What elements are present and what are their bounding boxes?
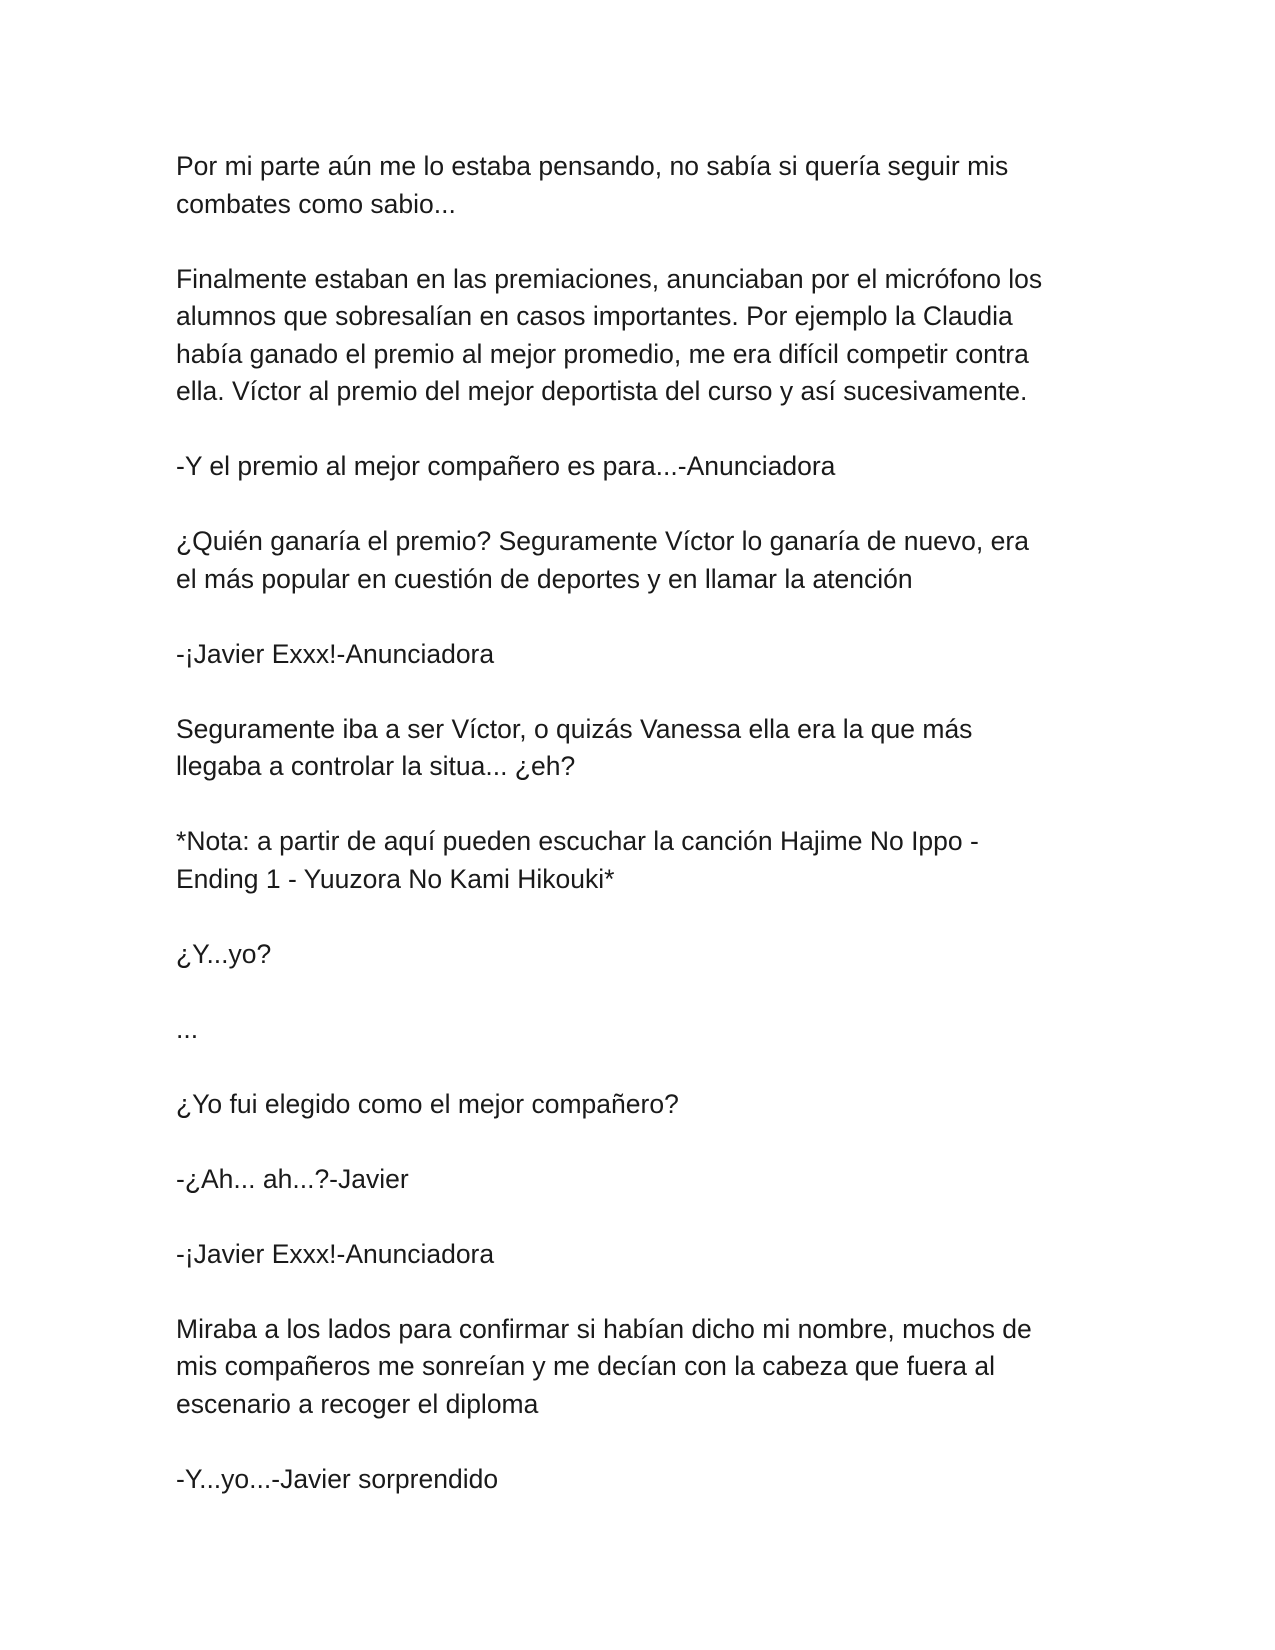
paragraph: ¿Yo fui elegido como el mejor compañero?	[176, 1088, 679, 1119]
dialogue-line: -¡Javier Exxx!-Anunciadora	[176, 1238, 495, 1269]
paragraph: ¿Y...yo?	[176, 938, 272, 969]
dialogue-line: -Y...yo...-Javier sorprendido	[176, 1463, 499, 1494]
paragraph: ¿Quién ganaría el premio? Seguramente Víctor lo ganaría de nuevo, era el más popular en cuestión de deportes y en llamar la atención	[176, 526, 1029, 594]
ellipsis-line: ...	[176, 1013, 199, 1044]
dialogue-line: -Y el premio al mejor compañero es para...-Anunciadora	[176, 451, 836, 481]
paragraph: Finalmente estaban en las premiaciones, anunciaban por el micrófono los alumnos que sobresalían en casos importantes. Por ejemplo la Claudia había ganado el premio al mejor promedio, me era difícil competir contra ella. Víctor al premio del mejor deportista del curso y así sucesivamente.	[176, 263, 1043, 406]
dialogue-line: -¡Javier Exxx!-Anunciadora	[176, 638, 495, 669]
paragraph: Miraba a los lados para confirmar si habían dicho mi nombre, muchos de mis compañeros me sonreían y me decían con la cabeza que fuera al escenario a recoger el diploma	[176, 1313, 1032, 1419]
paragraph: Seguramente iba a ser Víctor, o quizás Vanessa ella era la que más llegaba a controlar la situa... ¿eh?	[176, 713, 973, 781]
document-body	[176, 148, 1116, 1536]
dialogue-line: -¿Ah... ah...?-Javier	[176, 1163, 409, 1194]
note-paragraph: *Nota: a partir de aquí pueden escuchar la canción Hajime No Ippo - Ending 1 - Yuuzora No Kami Hikouki*	[176, 826, 979, 894]
paragraph: Por mi parte aún me lo estaba pensando, no sabía si quería seguir mis combates como sabio...	[176, 151, 1009, 219]
